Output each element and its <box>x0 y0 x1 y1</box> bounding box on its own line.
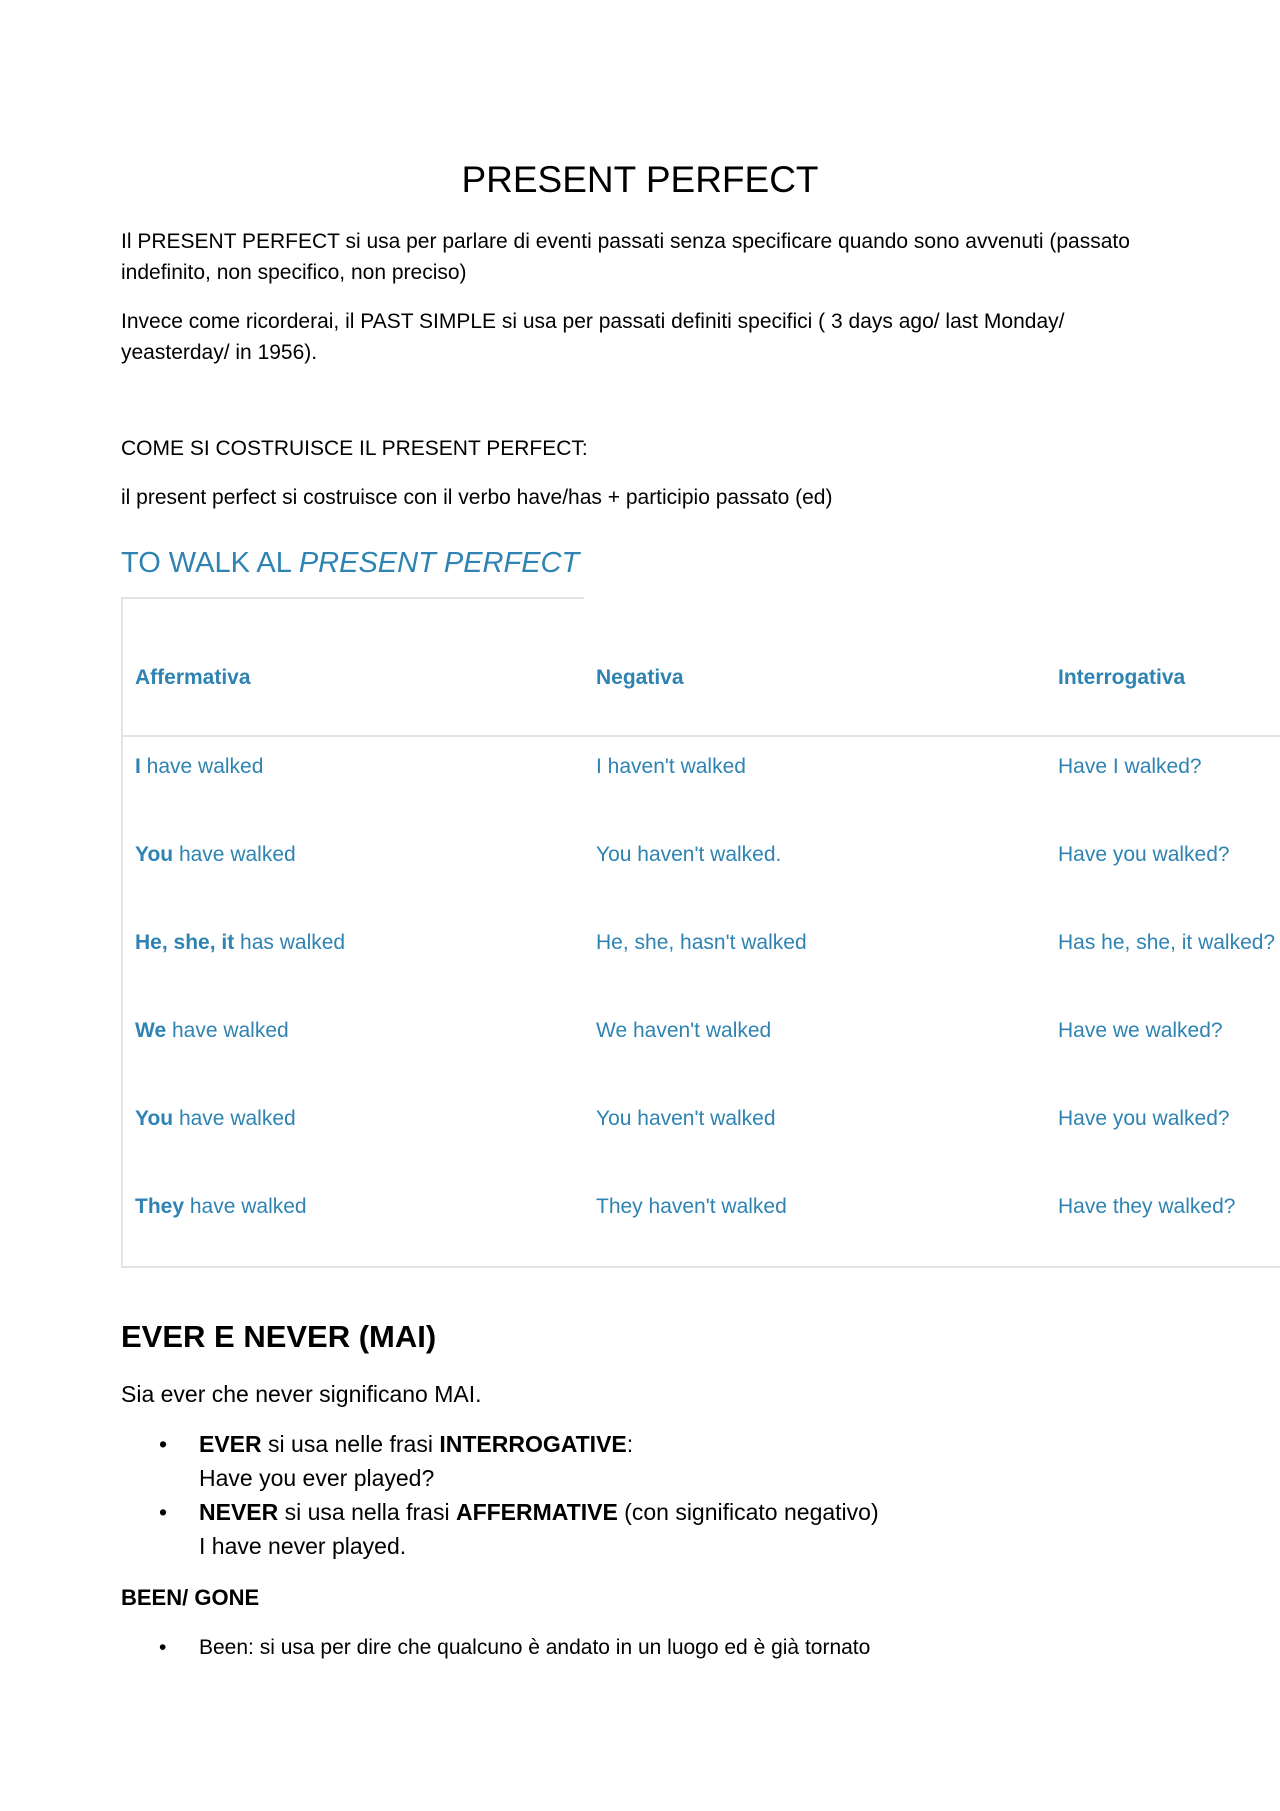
been-gone-heading: BEEN/ GONE <box>121 1585 260 1610</box>
bullet-example: Have you ever played? <box>199 1465 435 1491</box>
list-item <box>121 1495 1121 1563</box>
keyword: NEVER <box>199 1499 279 1525</box>
walk-heading-italic: PRESENT PERFECT <box>298 547 580 579</box>
keyword: EVER <box>199 1431 262 1457</box>
subject: He, she, <box>596 931 675 954</box>
table-cell-affirmative <box>135 1192 307 1222</box>
keyword: INTERROGATIVE <box>439 1431 627 1457</box>
verb: have walked <box>173 1107 296 1130</box>
subject: He, she, it <box>135 931 235 954</box>
table-cell-negative: They haven't walked <box>596 1195 787 1218</box>
ever-never-heading: EVER E NEVER (MAI) <box>121 1319 437 1354</box>
table-cell-affirmative <box>135 928 345 958</box>
table-cell-affirmative <box>135 840 296 870</box>
verb: have walked <box>140 755 264 778</box>
bullet-text: (con significato negativo) <box>617 1499 879 1525</box>
been-gone-list <box>121 1632 1121 1663</box>
table-cell-interrogative: Have I walked? <box>1058 755 1202 778</box>
bullet-icon: • <box>159 1431 168 1457</box>
header-interrogativa: Interrogativa <box>1058 666 1186 689</box>
bullet-icon: • <box>159 1499 168 1525</box>
verb: have walked <box>184 1195 307 1218</box>
verb: have walked <box>166 1019 289 1042</box>
subject: You <box>135 843 174 866</box>
page-title: PRESENT PERFECT <box>461 159 819 200</box>
ever-never-intro: Sia ever che never significano MAI. <box>121 1381 482 1407</box>
table-cell-affirmative <box>135 1104 296 1134</box>
table-cell-affirmative <box>135 752 263 782</box>
list-item <box>121 1427 1121 1495</box>
subject: They <box>135 1195 185 1218</box>
table-cell-negative: You haven't walked <box>596 1107 776 1130</box>
table-cell-interrogative: Have you walked? <box>1058 843 1230 866</box>
table-header-divider <box>121 735 1280 737</box>
table-cell-negative <box>596 928 807 958</box>
bullet-text: : <box>626 1431 634 1457</box>
walk-heading-plain: TO WALK AL <box>121 547 299 579</box>
bullet-text: si usa nella frasi <box>278 1499 456 1525</box>
construction-heading: COME SI COSTRUISCE IL PRESENT PERFECT: <box>121 437 588 460</box>
walk-section-heading <box>121 545 579 581</box>
table-cell-interrogative: Have you walked? <box>1058 1107 1230 1130</box>
subject: I <box>135 755 141 778</box>
header-affermativa: Affermativa <box>135 666 251 689</box>
construction-paragraph: il present perfect si costruisce con il verbo have/has + participio passato (ed) <box>121 486 833 509</box>
verb: has walked <box>234 931 346 954</box>
bullet-text: Been: si usa per dire che qualcuno è andato in un luogo ed è già tornato <box>199 1636 871 1659</box>
bullet-text: si usa nelle frasi <box>261 1431 440 1457</box>
list-item <box>121 1632 1121 1663</box>
table-cell-interrogative: Have we walked? <box>1058 1019 1223 1042</box>
table-cell-interrogative: Has he, she, it walked? <box>1058 931 1276 954</box>
verb: have walked <box>173 843 296 866</box>
subject: We <box>135 1019 167 1042</box>
header-negativa: Negativa <box>596 666 684 689</box>
intro-paragraph-1: Il PRESENT PERFECT si usa per parlare di eventi passati senza specificare quando sono avvenuti (passato indefinito, non specifico, non preciso) <box>121 230 1130 284</box>
table-cell-negative: You haven't walked. <box>596 843 782 866</box>
subject: You <box>135 1107 174 1130</box>
table-cell-negative: I haven't walked <box>596 755 746 778</box>
bullet-icon: • <box>159 1636 167 1659</box>
table-cell-negative: We haven't walked <box>596 1019 772 1042</box>
keyword: AFFERMATIVE <box>455 1499 618 1525</box>
bullet-example: I have never played. <box>199 1533 407 1559</box>
verb: hasn't walked <box>674 931 807 954</box>
table-cell-interrogative: Have they walked? <box>1058 1195 1236 1218</box>
table-cell-affirmative <box>135 1016 289 1046</box>
ever-never-list <box>121 1427 1121 1563</box>
intro-paragraph-2: Invece come ricorderai, il PAST SIMPLE si usa per passati definiti specifici ( 3 days ago/ last Monday/ yeasterday/ in 1956). <box>121 310 1065 364</box>
